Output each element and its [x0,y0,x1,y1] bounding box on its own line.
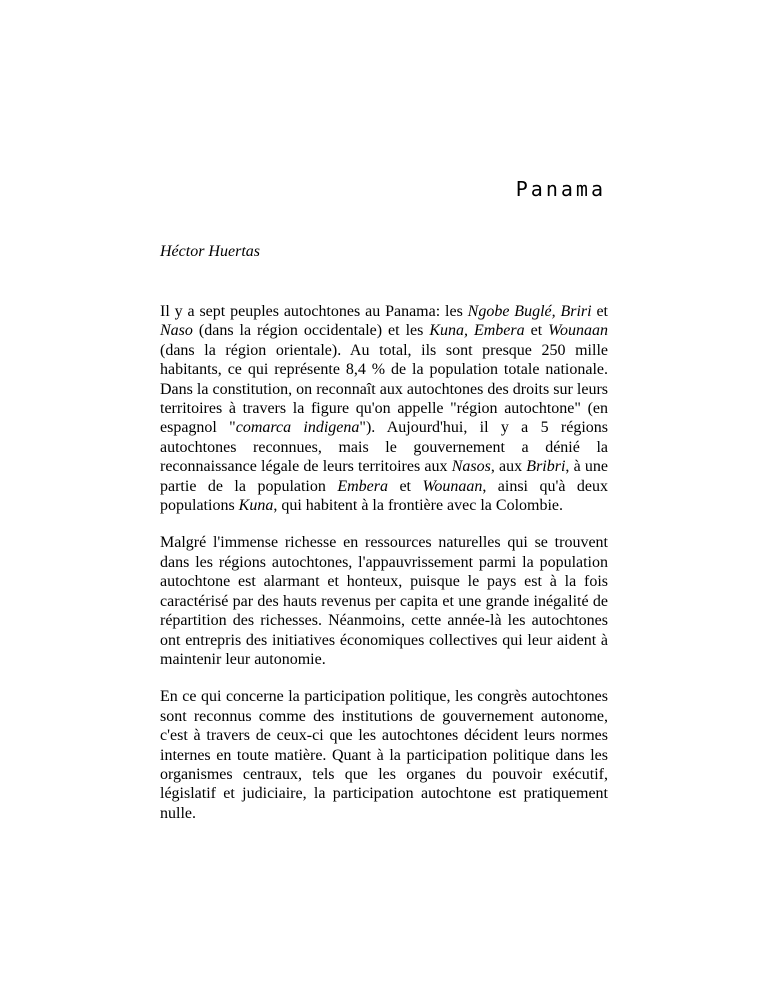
article-body [160,302,608,841]
italic-term: Embera [337,477,388,495]
italic-term: comarca indigena [235,419,360,437]
italic-term: Ngobe Buglé, Briri [467,303,592,320]
author-name: Héctor Huertas [160,243,260,260]
italic-term: Wounaan [422,477,483,495]
body-paragraph [160,533,608,669]
text-run: , aux [490,458,527,476]
italic-term: Wounaan [548,322,609,340]
text-run: , qui habitent à la frontière avec la Colombie. [273,497,564,515]
body-paragraph [160,687,608,823]
italic-term: Bribri [526,458,566,476]
text-run: (dans la région orientale). Au total, ils sont presque 250 mille habitants, ce qui représente 8,4 % de la population totale nationale. Dans la constitution, on reconnaît aux autochtones des droits sur leurs territoires à travers la figure qu'on appelle "région autochtone" (en espagnol " [160,341,608,437]
italic-term: Nasos [451,458,491,476]
text-run: (dans la région occidentale) et les [192,322,430,340]
body-paragraph [160,302,608,515]
text-run: et [591,303,608,320]
text-run: "). Aujourd'hui, il y a 5 régions autochtones reconnues, mais le gouvernement a dénié la reconnaissance légale de leurs territoires aux [160,419,608,476]
text-run: , ainsi qu'à deux populations [160,477,609,515]
text-run: Il y a sept peuples autochtones au Panama: les [160,303,468,320]
text-run: Malgré l'immense richesse en ressources naturelles qui se trouvent dans les régions autochtones, l'appauvrissement parmi la population autochtone est alarmant et honteux, puisque le pays est à la fois caractérisé par des hauts revenus per capita et une grande inégalité de répartition des richesses. Néanmoins, cette année-là les autochtones ont entrepris des initiatives économiques collectives qui leur aident à maintenir leur autonomie. [160,534,608,668]
italic-term: Kuna [238,497,274,515]
italic-term: Kuna, Embera [429,322,525,340]
text-run: , à une partie de la population [160,458,609,495]
text-run: et [388,477,423,495]
document-title: Panama [515,177,606,201]
text-run: et [524,322,549,340]
italic-term: Naso [160,322,193,340]
text-run: En ce qui concerne la participation politique, les congrès autochtones sont reconnus comme des institutions de gouvernement autonome, c'est à travers de ceux-ci que les autochtones décident leurs normes internes en toute matière. Quant à la participation politique dans les organismes centraux, tels que les organes du pouvoir exécutif, législatif et judiciaire, la participation autochtone est pratiquement nulle. [160,688,608,822]
